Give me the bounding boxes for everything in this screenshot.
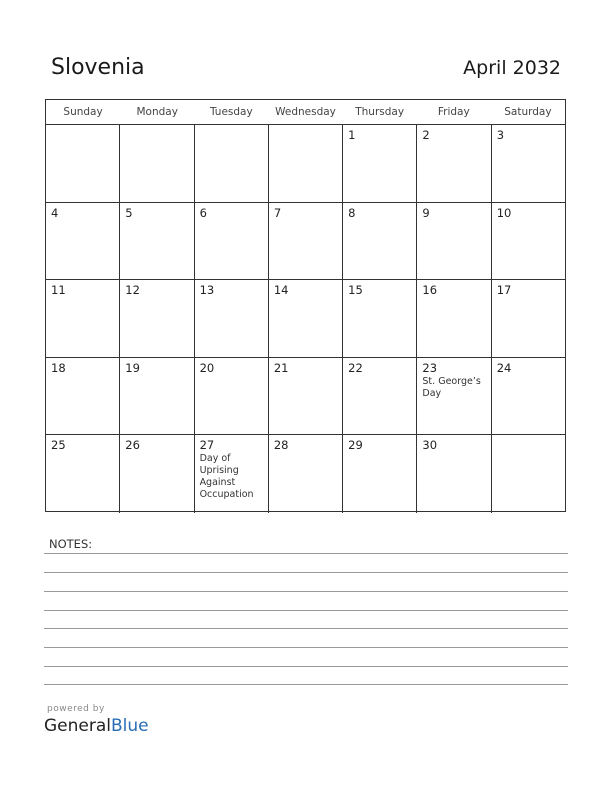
calendar-weeks [46, 125, 565, 513]
day-number: 22 [348, 360, 363, 375]
day-number: 7 [273, 205, 282, 220]
calendar-day-cell [492, 203, 565, 280]
weekday-saturday: Saturday [504, 106, 552, 118]
day-number: 11 [51, 283, 66, 298]
calendar-day-cell [46, 125, 120, 202]
calendar-day-cell [195, 280, 269, 357]
weekday-sunday: Sunday [63, 106, 103, 118]
calendar-day-cell [269, 358, 343, 435]
day-number: 21 [273, 360, 289, 375]
calendar-day-cell [343, 280, 417, 357]
weekday-wednesday: Wednesday [275, 106, 336, 118]
calendar-day-cell [195, 435, 269, 513]
day-number: 3 [496, 128, 505, 142]
weekday-friday: Friday [437, 106, 470, 118]
calendar-day-cell [343, 125, 417, 202]
calendar-day-cell [417, 358, 491, 435]
day-number: 12 [125, 283, 140, 298]
calendar-day-cell [343, 358, 417, 435]
day-number: 2 [422, 128, 430, 142]
day-number: 17 [496, 283, 512, 298]
calendar-day-cell [492, 125, 565, 202]
day-number: 5 [125, 205, 133, 220]
calendar-day-cell [417, 125, 491, 202]
calendar-day-cell [195, 203, 269, 280]
day-number: 24 [496, 360, 512, 375]
day-number: 23 [422, 360, 438, 375]
generalblue-logo[interactable] [44, 716, 149, 736]
notes-line [44, 628, 568, 629]
notes-line [44, 610, 568, 611]
calendar-week-row [46, 280, 565, 358]
day-number: 6 [199, 205, 207, 220]
holiday-label: Day of Uprising Against Occupation [199, 453, 254, 501]
day-number: 25 [51, 438, 66, 453]
day-number: 27 [199, 438, 215, 453]
weekday-header-row [46, 100, 565, 125]
notes-label: NOTES: [49, 537, 93, 551]
calendar-day-cell [46, 280, 120, 357]
calendar-day-cell [417, 435, 491, 513]
calendar-day-cell [120, 280, 194, 357]
weekday-tuesday: Tuesday [209, 106, 253, 118]
calendar-day-cell [120, 203, 194, 280]
calendar-day-cell [492, 280, 565, 357]
holiday-label: St. George’s Day [422, 375, 481, 399]
day-number: 26 [125, 438, 140, 453]
notes-line [44, 572, 568, 573]
calendar-day-cell [343, 435, 417, 513]
notes-line [44, 684, 568, 685]
day-number: 10 [496, 205, 512, 220]
powered-by-text: powered by [47, 704, 105, 714]
calendar-day-cell [46, 203, 120, 280]
day-number: 20 [199, 360, 215, 375]
notes-line [44, 591, 568, 592]
calendar-day-cell [343, 203, 417, 280]
calendar-country: Slovenia [51, 55, 145, 80]
day-number: 18 [51, 360, 66, 375]
calendar-week-row [46, 435, 565, 513]
day-number: 19 [125, 360, 140, 375]
day-number: 4 [51, 205, 59, 220]
day-number: 16 [422, 283, 438, 298]
calendar-day-cell [120, 358, 194, 435]
day-number: 15 [348, 283, 363, 298]
calendar-day-cell [417, 280, 491, 357]
brand-general: General [44, 716, 111, 736]
calendar-day-cell [195, 125, 269, 202]
calendar-day-cell [269, 435, 343, 513]
day-number: 8 [348, 205, 356, 220]
notes-line [44, 647, 568, 648]
calendar-day-cell [120, 435, 194, 513]
calendar-week-row [46, 203, 565, 281]
calendar-week-row [46, 358, 565, 436]
calendar-day-cell [269, 280, 343, 357]
calendar-day-cell [417, 203, 491, 280]
notes-line [44, 666, 568, 667]
calendar-day-cell [269, 125, 343, 202]
day-number: 13 [199, 283, 215, 298]
day-number: 29 [348, 438, 363, 453]
day-number: 14 [273, 283, 289, 298]
calendar-day-cell [195, 358, 269, 435]
day-number: 1 [348, 128, 356, 142]
weekday-monday: Monday [136, 106, 178, 118]
day-number: 9 [422, 205, 430, 220]
calendar-day-cell [269, 203, 343, 280]
notes-line [44, 553, 568, 554]
day-number: 28 [273, 438, 289, 453]
calendar-day-cell [120, 125, 194, 202]
calendar-day-cell [46, 358, 120, 435]
calendar-grid [45, 99, 566, 512]
calendar-day-cell [492, 435, 565, 513]
brand-blue: Blue [111, 716, 149, 736]
calendar-week-row [46, 125, 565, 203]
calendar-month-year: April 2032 [463, 57, 561, 79]
calendar-day-cell [46, 435, 120, 513]
day-number: 30 [422, 438, 438, 453]
weekday-thursday: Thursday [355, 106, 405, 118]
calendar-day-cell [492, 358, 565, 435]
